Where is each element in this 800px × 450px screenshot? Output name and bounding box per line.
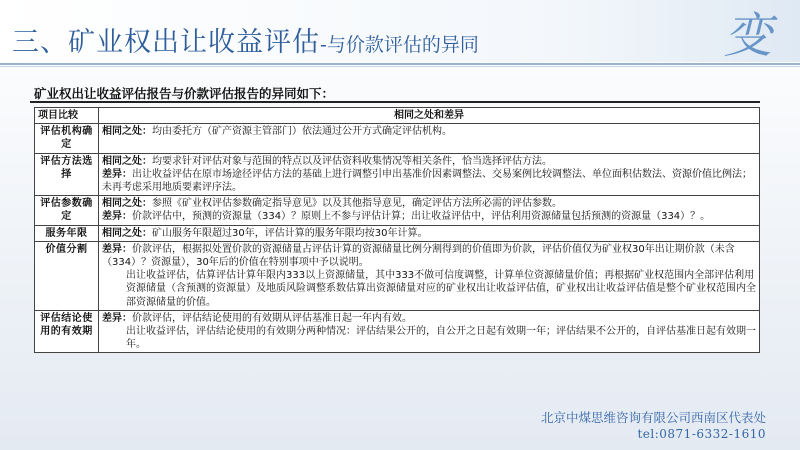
diff-text: 矿山服务年限超过30年，评估计算的服务年限均按30年计算。 — [152, 227, 428, 239]
title-divider-thin — [0, 66, 800, 67]
row-diff-cell — [99, 225, 760, 241]
section-heading: 矿业权出让收益评估报告与价款评估报告的异同如下： — [34, 86, 335, 101]
page-title — [12, 20, 479, 59]
col-header-diff: 相同之处和差异 — [99, 108, 760, 124]
diff-line — [102, 269, 756, 309]
row-item-label: 评估结论使用的有效期 — [35, 310, 99, 353]
calligraphy-logo — [708, 4, 788, 62]
heading-underline — [30, 101, 760, 103]
row-item-label: 评估参数确定 — [35, 196, 99, 225]
table-row — [35, 196, 760, 225]
col-header-item: 项目比较 — [35, 108, 99, 124]
diff-text: 出让收益评估，估算评估计算年限内333以上资源储量，其中333不做可信度调整，计算单位资源储量价值；再根据矿业权范围内全部评估利用资源储量（含预测的资源量）及地质风险调整系数估算出资源储量对应的矿业权出让收益评估值，矿业权出让收益评估值是整个矿业权范围内全部资源储量的价值。 — [126, 270, 756, 308]
diff-label: 相同之处： — [102, 155, 152, 167]
diff-text: 出让收益评估在原市场途径评估方法的基础上进行调整引申出基准价因素调整法、交易案例比较调整法、单位面积估数法、资源价值比例法；未再考虑采用地质要素评序法。 — [102, 168, 752, 194]
diff-line — [102, 227, 756, 240]
table-row — [35, 241, 760, 310]
table-row — [35, 153, 760, 196]
diff-text: 价款评估，评估结论使用的有效期从评估基准日起一年内有效。 — [132, 312, 412, 324]
diff-text: 参照《矿业权评估参数确定指导意见》以及其他指导意见，确定评估方法所必需的评估参数。 — [152, 198, 562, 210]
row-item-label: 评估方法选择 — [35, 153, 99, 196]
diff-line — [102, 325, 756, 351]
diff-line — [102, 197, 756, 210]
table-header-row — [35, 108, 760, 124]
table-body — [35, 124, 760, 353]
diff-text: 均要求针对评估对象与范围的特点以及评估资料收集情况等相关条件，恰当选择评估方法。 — [152, 155, 552, 167]
table-row — [35, 310, 760, 353]
diff-label: 差异： — [102, 243, 132, 255]
title-main: 三、矿业权出让收益评估 — [12, 27, 320, 58]
diff-label: 相同之处： — [102, 227, 152, 239]
diff-label: 相同之处： — [102, 126, 152, 138]
diff-label: 差异： — [102, 168, 132, 180]
diff-label: 相同之处： — [102, 198, 152, 210]
diff-line — [102, 168, 756, 194]
diff-text: 均由委托方（矿产资源主管部门）依法通过公开方式确定评估机构。 — [152, 126, 452, 138]
row-item-label: 评估机构确定 — [35, 124, 99, 153]
diff-line — [102, 210, 756, 223]
diff-label: 差异： — [102, 312, 132, 324]
diff-line — [102, 155, 756, 168]
row-item-label: 服务年限 — [35, 225, 99, 241]
diff-label: 差异： — [102, 211, 132, 223]
diff-line — [102, 125, 756, 138]
footer-company: 北京中煤思维咨询有限公司西南区代表处 — [540, 410, 766, 425]
row-diff-cell — [99, 124, 760, 153]
footer-tel: tel:0871-6332-1610 — [637, 427, 766, 441]
diff-line — [102, 243, 756, 269]
logo-char: 变 — [723, 8, 773, 62]
row-diff-cell — [99, 310, 760, 353]
row-diff-cell — [99, 196, 760, 225]
title-sub: -与价款评估的异同 — [320, 34, 479, 56]
comparison-table — [34, 107, 760, 353]
diff-text: 出让收益评估，评估结论使用的有效期分两种情况：评估结果公开的，自公开之日起有效期一年；评估结果不公开的，自评估基准日起有效期一年。 — [126, 326, 756, 351]
title-divider — [0, 63, 800, 65]
row-diff-cell — [99, 241, 760, 310]
row-diff-cell — [99, 153, 760, 196]
diff-text: 价款评估中，预测的资源量（334）？原则上不参与评估计算；出让收益评估中，评估利用资源储量包括预测的资源量（334）？。 — [132, 211, 711, 223]
table-row — [35, 225, 760, 241]
diff-text: 价款评估，根据拟处置价款的资源储量占评估计算的资源储量比例分割得到的价值即为价款，评估价值仅为矿业权30年出让期价款（未含（334）？资源量），30年后的价值在特别事项中予以说明。 — [102, 243, 735, 269]
diff-line — [102, 312, 756, 325]
row-item-label: 价值分割 — [35, 241, 99, 310]
table-row — [35, 124, 760, 153]
